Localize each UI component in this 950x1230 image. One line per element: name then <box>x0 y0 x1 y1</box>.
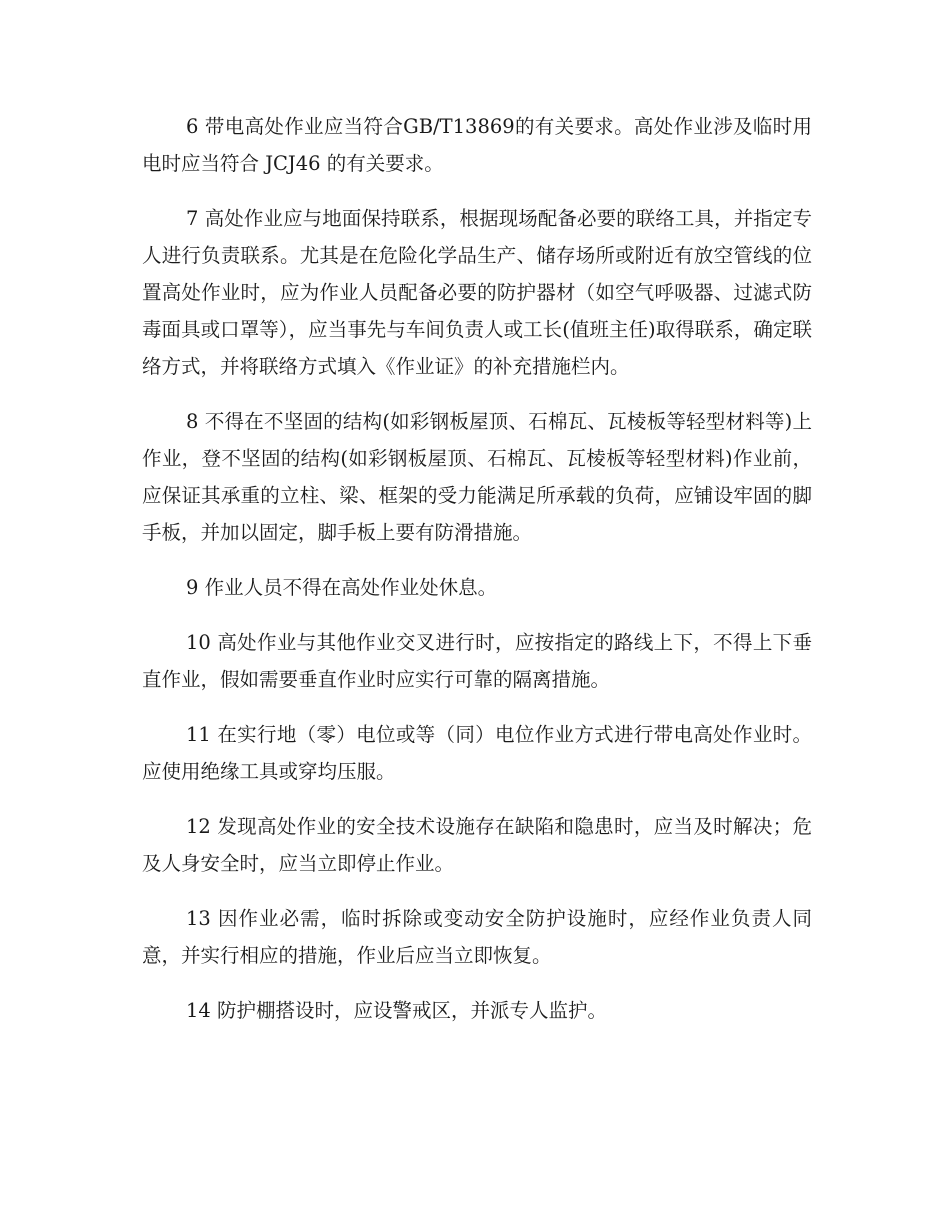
paragraph-12: 12 发现高处作业的安全技术设施存在缺陷和隐患时，应当及时解决；危及人身安全时，应当立即停止作业。 <box>142 815 812 875</box>
document-body <box>142 108 812 1047</box>
paragraph-7: 7 高处作业应与地面保持联系，根据现场配备必要的联络工具，并指定专人进行负责联系。尤其是在危险化学品生产、储存场所或附近有放空管线的位置高处作业时，应为作业人员配备必要的防护器材（如空气呼吸器、过滤式防毒面具或口罩等），应当事先与车间负责人或工长(值班主任)取得联系，确定联络方式，并将联络方式填入《作业证》的补充措施栏内。 <box>142 207 812 378</box>
paragraph-8: 8 不得在不坚固的结构(如彩钢板屋顶、石棉瓦、瓦棱板等轻型材料等)上作业，登不坚固的结构(如彩钢板屋顶、石棉瓦、瓦棱板等轻型材料)作业前，应保证其承重的立柱、梁、框架的受力能满足所承载的负荷，应铺设牢固的脚手板，并加以固定，脚手板上要有防滑措施。 <box>142 410 812 544</box>
paragraph-6: 6 带电高处作业应当符合GB/T13869的有关要求。高处作业涉及临时用电时应当符合 JCJ46 的有关要求。 <box>142 115 812 175</box>
paragraph-13: 13 因作业必需，临时拆除或变动安全防护设施时，应经作业负责人同意，并实行相应的措施，作业后应当立即恢复。 <box>142 907 812 967</box>
paragraph-10: 10 高处作业与其他作业交叉进行时，应按指定的路线上下，不得上下垂直作业，假如需要垂直作业时应实行可靠的隔离措施。 <box>142 631 812 691</box>
paragraph-9: 9 作业人员不得在高处作业处休息。 <box>186 576 498 599</box>
paragraph-14: 14 防护棚搭设时，应设警戒区，并派专人监护。 <box>186 999 608 1022</box>
paragraph-11: 11 在实行地（零）电位或等（同）电位作业方式进行带电高处作业时。应使用绝缘工具或穿均压服。 <box>142 723 812 783</box>
